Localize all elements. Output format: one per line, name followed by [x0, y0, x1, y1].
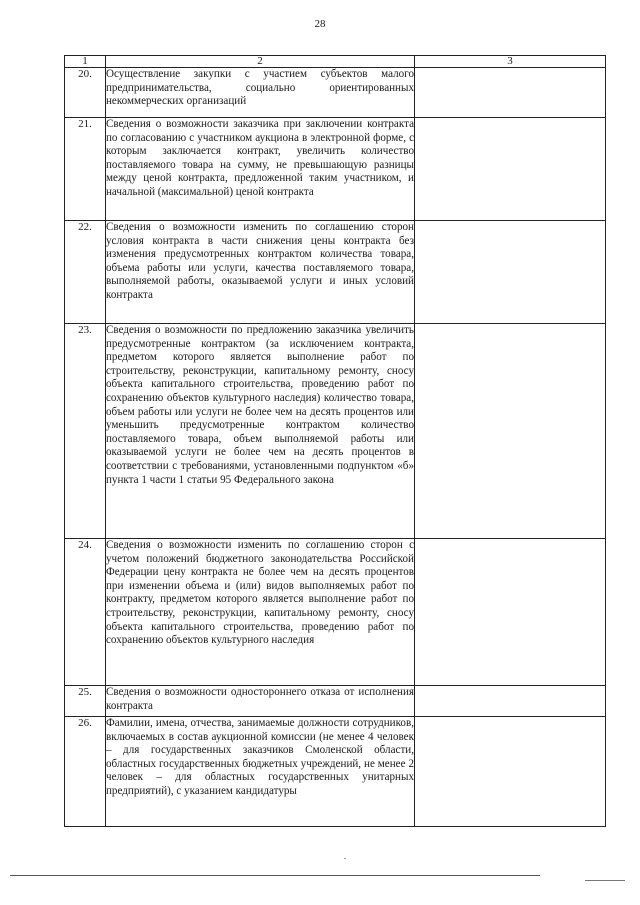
row-description: Сведения о возможности заказчика при заключении контракта по согласованию с участником аукциона в электронной форме, с которым заключается контракт, увеличить количество поставляемого товара на сумму, не превышающую разницы между ценой контракта, предложенной таким участником, и начальной (максимальной) ценой контракта [106, 118, 415, 221]
header-col-3: 3 [415, 56, 606, 68]
row-number: 22. [65, 221, 106, 324]
row-number: 25. [65, 686, 106, 717]
row-number: 20. [65, 68, 106, 118]
table-row [65, 717, 606, 827]
procurement-info-table [64, 55, 606, 827]
row-value [415, 539, 606, 686]
footer-rule [10, 875, 540, 876]
page-number: 28 [314, 18, 326, 30]
row-description: Фамилии, имена, отчества, занимаемые должности сотрудников, включаемых в состав аукционной комиссии (не менее 4 человек – для государственных заказчиков Смоленской области, областных государственных бюджетных учреждений, не менее 2 человек – для областных государственных унитарных предприятий), с указанием кандидатуры [106, 717, 415, 827]
row-value [415, 221, 606, 324]
table-header-row [65, 56, 606, 68]
table-row [65, 221, 606, 324]
row-number: 24. [65, 539, 106, 686]
row-description: Сведения о возможности одностороннего отказа от исполнения контракта [106, 686, 415, 717]
header-col-2: 2 [106, 56, 415, 68]
row-value [415, 717, 606, 827]
row-value [415, 68, 606, 118]
row-value [415, 118, 606, 221]
footer-rule-short [585, 880, 625, 881]
row-number: 23. [65, 324, 106, 539]
table-row [65, 539, 606, 686]
row-number: 21. [65, 118, 106, 221]
table-row [65, 686, 606, 717]
row-description: Сведения о возможности изменить по соглашению сторон с учетом положений бюджетного законодательства Российской Федерации цену контракта не более чем на десять процентов при изменении объема и (или) видов выполняемых работ по контракту, предметом которого является выполнение работ по строительству, реконструкции, капитальному ремонту, сносу объекта капитального строительства, проведению работ по сохранению объектов культурного наследия [106, 539, 415, 686]
row-number: 26. [65, 717, 106, 827]
row-value [415, 686, 606, 717]
header-col-1: 1 [65, 56, 106, 68]
table-row [65, 68, 606, 118]
table-row [65, 324, 606, 539]
row-description: Осуществление закупки с участием субъектов малого предпринимательства, социально ориентированных некоммерческих организаций [106, 68, 415, 118]
scan-speck [344, 858, 346, 859]
table-row [65, 118, 606, 221]
row-description: Сведения о возможности изменить по соглашению сторон условия контракта в части снижения цены контракта без изменения предусмотренных контрактом количества товара, объема работы или услуги, качества поставляемого товара, выполняемой работы, оказываемой услуги и иных условий контракта [106, 221, 415, 324]
row-value [415, 324, 606, 539]
row-description: Сведения о возможности по предложению заказчика увеличить предусмотренные контрактом (за исключением контракта, предметом которого является выполнение работ по строительству, реконструкции, капитальному ремонту, сносу объекта капитального строительства, проведению работ по сохранению объектов культурного наследия) количество товара, объем работы или услуги не более чем на десять процентов или уменьшить предусмотренные контрактом количество поставляемого товара, объем выполняемой работы или оказываемой услуги не более чем на десять процентов в соответствии с требованиями, установленными подпунктом «б» пункта 1 части 1 статьи 95 Федерального закона [106, 324, 415, 539]
